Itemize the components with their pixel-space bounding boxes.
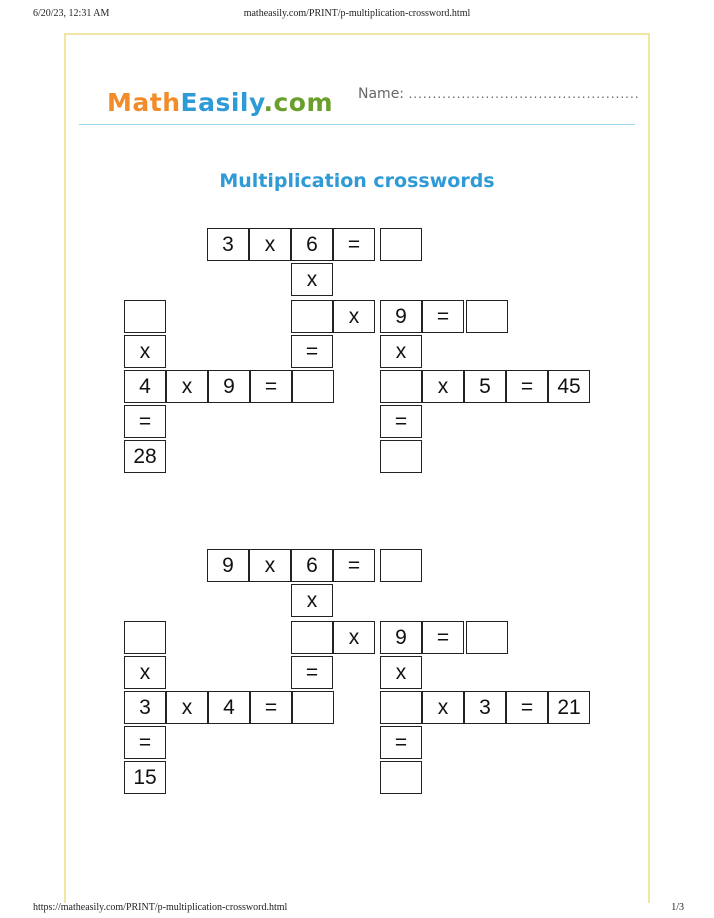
cell: 6: [291, 549, 333, 582]
name-label: Name:: [358, 86, 405, 102]
answer-cell[interactable]: [380, 549, 422, 582]
print-header: [0, 4, 714, 24]
cell: x: [124, 656, 166, 689]
page-title: Multiplication crosswords: [219, 170, 495, 192]
cell: x: [380, 335, 422, 368]
cell: =: [250, 370, 292, 403]
cell: =: [124, 405, 166, 438]
answer-cell[interactable]: [291, 300, 333, 333]
cell: =: [124, 726, 166, 759]
cell: x: [422, 370, 464, 403]
cell: =: [506, 691, 548, 724]
cell: 15: [124, 761, 166, 794]
logo-math: Math: [107, 88, 181, 117]
cell: 4: [124, 370, 166, 403]
cell: =: [422, 300, 464, 333]
cell: x: [249, 549, 291, 582]
footer-url: https://matheasily.com/PRINT/p-multiplication-crossword.html: [33, 902, 288, 913]
cell: x: [422, 691, 464, 724]
cell: x: [124, 335, 166, 368]
print-footer: [0, 900, 714, 918]
cell: x: [249, 228, 291, 261]
name-dots: ................................................: [408, 87, 640, 101]
answer-cell[interactable]: [380, 761, 422, 794]
cell: 9: [208, 370, 250, 403]
cell: =: [291, 656, 333, 689]
logo-easily: Easily: [180, 88, 264, 117]
answer-cell[interactable]: [380, 370, 422, 403]
cell: 4: [208, 691, 250, 724]
cell: =: [380, 405, 422, 438]
cell: x: [380, 656, 422, 689]
cell: =: [333, 228, 375, 261]
cell: x: [291, 584, 333, 617]
cell: 28: [124, 440, 166, 473]
print-url: matheasily.com/PRINT/p-multiplication-crossword.html: [243, 8, 471, 19]
cell: x: [166, 370, 208, 403]
answer-cell[interactable]: [124, 300, 166, 333]
logo-com: .com: [263, 88, 334, 117]
cell: =: [333, 549, 375, 582]
cell: =: [291, 335, 333, 368]
page-number: 1/3: [671, 902, 684, 913]
cell: 45: [548, 370, 590, 403]
cell: 9: [380, 621, 422, 654]
header-divider: [79, 124, 635, 125]
cell: =: [380, 726, 422, 759]
answer-cell[interactable]: [466, 300, 508, 333]
cell: 3: [124, 691, 166, 724]
answer-cell[interactable]: [380, 691, 422, 724]
answer-cell[interactable]: [466, 621, 508, 654]
cell: =: [422, 621, 464, 654]
cell: 9: [380, 300, 422, 333]
cell: =: [250, 691, 292, 724]
print-date: 6/20/23, 12:31 AM: [33, 8, 110, 19]
cell: 9: [207, 549, 249, 582]
cell: x: [166, 691, 208, 724]
cell: x: [333, 621, 375, 654]
answer-cell[interactable]: [380, 228, 422, 261]
cell: x: [333, 300, 375, 333]
cell: 5: [464, 370, 506, 403]
answer-cell[interactable]: [380, 440, 422, 473]
site-logo[interactable]: [107, 88, 333, 117]
answer-cell[interactable]: [292, 691, 334, 724]
cell: 21: [548, 691, 590, 724]
cell: x: [291, 263, 333, 296]
name-field: [358, 86, 640, 102]
answer-cell[interactable]: [124, 621, 166, 654]
cell: 3: [207, 228, 249, 261]
cell: 6: [291, 228, 333, 261]
answer-cell[interactable]: [291, 621, 333, 654]
answer-cell[interactable]: [292, 370, 334, 403]
cell: 3: [464, 691, 506, 724]
cell: =: [506, 370, 548, 403]
